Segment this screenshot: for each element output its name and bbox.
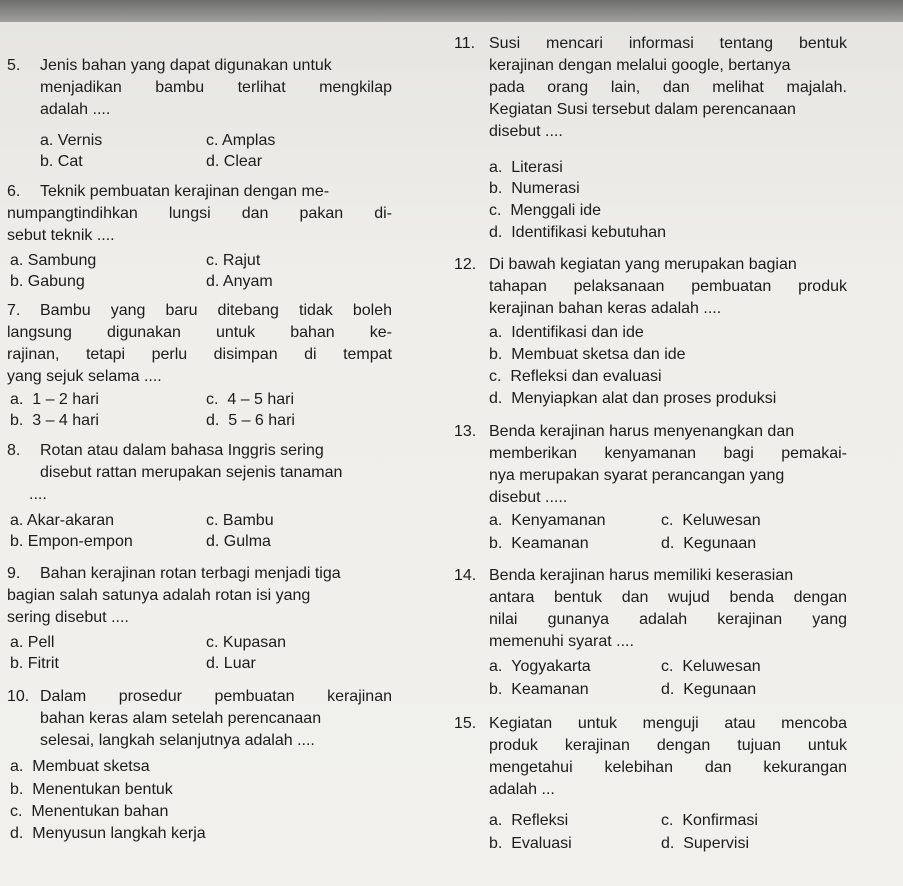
option-text: Identifikasi dan ide xyxy=(511,324,644,341)
question-text-line: Benda kerajinan harus menyenangkan dan xyxy=(489,423,795,440)
option-5c[interactable] xyxy=(206,130,275,152)
question-number: 5. xyxy=(7,57,21,74)
question-text-line: menjadikan bambu terlihat mengkilap xyxy=(40,79,392,96)
question-text-line: kerajinan dengan melalui google, bertanya xyxy=(489,57,791,74)
question-text-line: bagian salah satunya adalah rotan isi yang xyxy=(7,587,311,604)
option-text: Luar xyxy=(223,655,256,672)
option-13a[interactable] xyxy=(489,510,606,532)
option-text: Menentukan bentuk xyxy=(32,781,173,798)
option-letter: b. xyxy=(489,835,503,852)
option-letter: b. xyxy=(40,153,54,170)
question-number: 9. xyxy=(7,565,21,582)
option-9b[interactable] xyxy=(10,653,59,675)
question-text-line: antara bentuk dan wujud benda dengan xyxy=(489,589,847,606)
question-number: 8. xyxy=(7,442,21,459)
option-letter: a. xyxy=(10,758,24,775)
option-14d[interactable] xyxy=(661,679,756,701)
option-12a[interactable] xyxy=(489,322,644,344)
option-text: Keluwesan xyxy=(682,512,761,529)
option-12d[interactable] xyxy=(489,388,776,410)
option-9a[interactable] xyxy=(10,632,54,654)
option-letter: c. xyxy=(661,812,674,829)
option-letter: c. xyxy=(10,803,23,820)
option-text: Cat xyxy=(57,153,83,170)
question-text-line: numpangtindihkan lungsi dan pakan di- xyxy=(7,205,392,222)
option-8d[interactable] xyxy=(206,531,271,553)
question-text-line: langsung digunakan untuk bahan ke- xyxy=(7,324,392,341)
question-text-line: Rotan atau dalam bahasa Inggris sering xyxy=(40,442,324,459)
option-letter: b. xyxy=(489,535,503,552)
option-text: Bambu xyxy=(222,512,274,529)
question-text-line: memberikan kenyamanan bagi pemakai- xyxy=(489,445,847,462)
option-7c[interactable] xyxy=(206,389,294,411)
question-text-line: selesai, langkah selanjutnya adalah .... xyxy=(40,732,315,749)
question-text-line: disebut ..... xyxy=(489,489,568,506)
option-letter: a. xyxy=(489,159,503,176)
option-text: Gabung xyxy=(27,273,85,290)
option-text: Clear xyxy=(223,153,263,170)
option-letter: d. xyxy=(206,655,220,672)
question-text-line: Benda kerajinan harus memiliki keserasian xyxy=(489,567,794,584)
option-12b[interactable] xyxy=(489,344,686,366)
option-text: Literasi xyxy=(511,159,563,176)
option-text: Menggali ide xyxy=(510,202,602,219)
question-text-line: rajinan, tetapi perlu disimpan di tempat xyxy=(7,346,392,363)
option-letter: a. xyxy=(489,324,503,341)
option-letter: d. xyxy=(206,533,220,550)
option-text: Menentukan bahan xyxy=(31,803,169,820)
option-text: Keamanan xyxy=(511,681,589,698)
option-text: 4 – 5 hari xyxy=(227,391,295,408)
option-text: Anyam xyxy=(222,273,273,290)
option-14a[interactable] xyxy=(489,656,591,678)
option-letter: d. xyxy=(489,390,503,407)
question-text-line: Teknik pembuatan kerajinan dengan me- xyxy=(40,183,330,200)
option-letter: b. xyxy=(10,412,24,429)
question-number: 10. xyxy=(7,688,30,705)
option-14c[interactable] xyxy=(661,656,761,678)
option-text: Empon-empon xyxy=(27,533,133,550)
option-text: Supervisi xyxy=(683,835,750,852)
option-letter: d. xyxy=(661,835,675,852)
option-8b[interactable] xyxy=(10,531,133,553)
option-9d[interactable] xyxy=(206,653,256,675)
option-letter: b. xyxy=(10,655,24,672)
option-letter: b. xyxy=(489,180,503,197)
question-text-line: Kegiatan Susi tersebut dalam perencanaan xyxy=(489,101,796,118)
question-text-line: nilai gunanya adalah kerajinan yang xyxy=(489,611,847,628)
question-number: 15. xyxy=(454,715,477,732)
option-9c[interactable] xyxy=(206,632,286,654)
option-letter: c. xyxy=(661,658,674,675)
option-letter: c. xyxy=(661,512,674,529)
question-text-line: pada orang lain, dan melihat majalah. xyxy=(489,79,847,96)
option-5a[interactable] xyxy=(40,130,102,152)
option-text: Vernis xyxy=(57,132,103,149)
option-letter: a. xyxy=(489,812,503,829)
option-12c[interactable] xyxy=(489,366,662,388)
option-letter: c. xyxy=(489,202,502,219)
option-letter: c. xyxy=(206,252,219,269)
option-15a[interactable] xyxy=(489,810,568,832)
option-11c[interactable] xyxy=(489,200,601,222)
option-text: Identifikasi kebutuhan xyxy=(511,224,667,241)
question-text-line: yang sejuk selama .... xyxy=(7,368,162,385)
option-letter: a. xyxy=(10,391,24,408)
option-text: Menyiapkan alat dan proses produksi xyxy=(511,390,777,407)
option-text: Akar-akaran xyxy=(26,512,115,529)
option-text: Kegunaan xyxy=(683,535,757,552)
option-letter: b. xyxy=(10,533,24,550)
option-14b[interactable] xyxy=(489,679,589,701)
option-text: Kupasan xyxy=(222,634,287,651)
question-number: 14. xyxy=(454,567,477,584)
option-8c[interactable] xyxy=(206,510,274,532)
option-6d[interactable] xyxy=(206,271,273,293)
option-text: 5 – 6 hari xyxy=(228,412,295,429)
question-number: 11. xyxy=(454,35,476,52)
option-text: 1 – 2 hari xyxy=(32,391,99,408)
option-letter: d. xyxy=(206,273,220,290)
option-text: Refleksi dan evaluasi xyxy=(510,368,662,385)
question-number: 12. xyxy=(454,256,477,273)
question-number: 13. xyxy=(454,423,477,440)
option-letter: d. xyxy=(206,412,220,429)
question-text-line: nya merupakan syarat perancangan yang xyxy=(489,467,785,484)
option-13b[interactable] xyxy=(489,533,589,555)
question-text-line: Di bawah kegiatan yang merupakan bagian xyxy=(489,256,797,273)
option-8a[interactable] xyxy=(10,510,114,532)
option-11d[interactable] xyxy=(489,222,666,244)
option-letter: c. xyxy=(206,132,219,149)
option-letter: c. xyxy=(206,391,219,408)
question-text-line: sering disebut .... xyxy=(7,609,129,626)
option-15c[interactable] xyxy=(661,810,758,832)
option-text: Amplas xyxy=(222,132,276,149)
option-text: Yogyakarta xyxy=(511,658,591,675)
option-letter: b. xyxy=(489,681,503,698)
option-text: Gulma xyxy=(223,533,271,550)
option-text: Rajut xyxy=(222,252,261,269)
option-letter: c. xyxy=(206,634,219,651)
question-text-line: bahan keras alam setelah perencanaan xyxy=(40,710,322,727)
option-letter: b. xyxy=(10,273,24,290)
option-text: Evaluasi xyxy=(511,835,572,852)
option-letter: d. xyxy=(489,224,503,241)
option-letter: b. xyxy=(10,781,24,798)
option-letter: a. xyxy=(10,634,24,651)
option-text: Membuat sketsa xyxy=(32,758,150,775)
option-letter: a. xyxy=(10,252,24,269)
option-text: 3 – 4 hari xyxy=(32,412,99,429)
option-letter: c. xyxy=(489,368,502,385)
option-letter: a. xyxy=(489,658,503,675)
option-11b[interactable] xyxy=(489,178,580,200)
question-text-line: sebut teknik .... xyxy=(7,227,115,244)
option-5b[interactable] xyxy=(40,151,83,173)
question-text-line: produk kerajinan dengan tujuan untuk xyxy=(489,737,847,754)
option-text: Keluwesan xyxy=(682,658,761,675)
option-15b[interactable] xyxy=(489,833,572,855)
question-text-line: Bambu yang baru ditebang tidak boleh xyxy=(40,302,392,319)
option-text: Sambung xyxy=(27,252,97,269)
option-letter: d. xyxy=(10,825,24,842)
option-letter: d. xyxy=(661,681,675,698)
option-10d[interactable] xyxy=(10,823,206,845)
option-13c[interactable] xyxy=(661,510,761,532)
option-text: Konfirmasi xyxy=(682,812,758,829)
option-letter: d. xyxy=(206,153,220,170)
option-text: Numerasi xyxy=(511,180,580,197)
question-text-line: Susi mencari informasi tentang bentuk xyxy=(489,35,847,52)
option-10a[interactable] xyxy=(10,756,150,778)
option-text: Pell xyxy=(27,634,55,651)
option-10c[interactable] xyxy=(10,801,168,823)
option-6b[interactable] xyxy=(10,271,85,293)
option-7d[interactable] xyxy=(206,410,295,432)
question-text-line: adalah ... xyxy=(489,781,555,798)
question-text-line: adalah .... xyxy=(40,101,111,118)
question-text-line: memenuhi syarat .... xyxy=(489,633,634,650)
option-text: Kegunaan xyxy=(683,681,757,698)
option-6a[interactable] xyxy=(10,250,96,272)
question-text-line: .... xyxy=(29,486,47,503)
option-letter: d. xyxy=(661,535,675,552)
option-letter: a. xyxy=(489,512,503,529)
option-11a[interactable] xyxy=(489,157,563,179)
question-text-line: disebut rattan merupakan sejenis tanaman xyxy=(40,464,343,481)
option-text: Refleksi xyxy=(511,812,569,829)
option-text: Fitrit xyxy=(27,655,59,672)
question-text-line: tahapan pelaksanaan pembuatan produk xyxy=(489,278,847,295)
question-text-line: Jenis bahan yang dapat digunakan untuk xyxy=(40,57,332,74)
question-number: 7. xyxy=(7,302,21,319)
option-text: Keamanan xyxy=(511,535,589,552)
option-text: Kenyamanan xyxy=(511,512,606,529)
question-text-line: Kegiatan untuk menguji atau mencoba xyxy=(489,715,847,732)
option-5d[interactable] xyxy=(206,151,262,173)
option-letter: a. xyxy=(40,132,54,149)
option-7a[interactable] xyxy=(10,389,99,411)
option-text: Membuat sketsa dan ide xyxy=(511,346,686,363)
option-6c[interactable] xyxy=(206,250,260,272)
option-letter: b. xyxy=(489,346,503,363)
option-10b[interactable] xyxy=(10,779,173,801)
option-text: Menyusun langkah kerja xyxy=(32,825,206,842)
option-15d[interactable] xyxy=(661,833,749,855)
option-7b[interactable] xyxy=(10,410,99,432)
question-text-line: mengetahui kelebihan dan kekurangan xyxy=(489,759,847,776)
option-letter: a. xyxy=(10,512,24,529)
question-number: 6. xyxy=(7,183,21,200)
question-text-line: Bahan kerajinan rotan terbagi menjadi tiga xyxy=(40,565,341,582)
question-text-line: disebut .... xyxy=(489,123,563,140)
question-text-line: kerajinan bahan keras adalah .... xyxy=(489,300,722,317)
question-text-line: Dalam prosedur pembuatan kerajinan xyxy=(40,688,392,705)
option-letter: c. xyxy=(206,512,219,529)
option-13d[interactable] xyxy=(661,533,756,555)
